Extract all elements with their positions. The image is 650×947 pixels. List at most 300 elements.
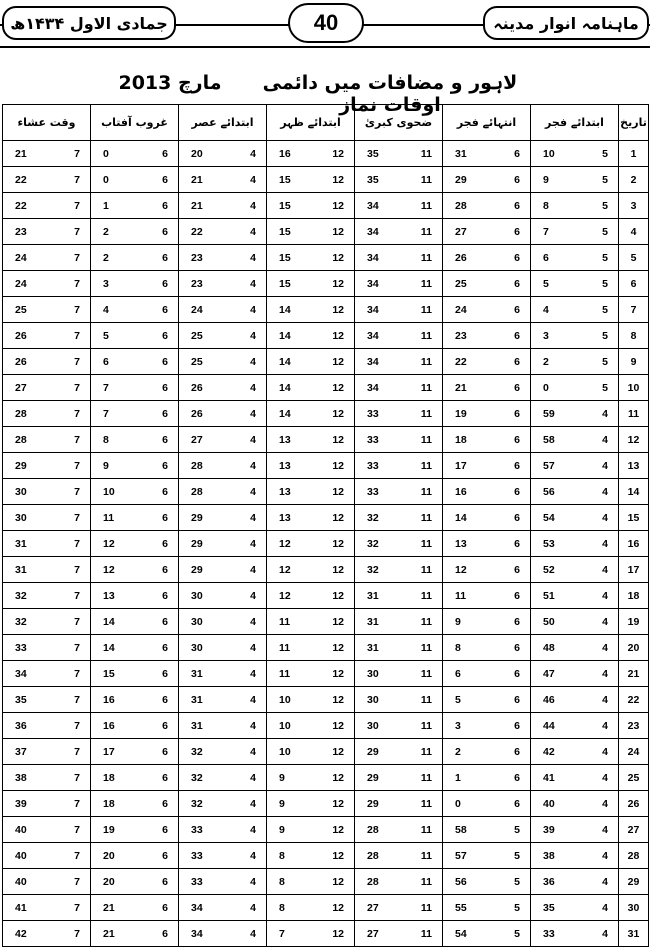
hours-value: 12 <box>332 927 344 940</box>
fajr-end-cell <box>443 401 531 427</box>
zuhwa-cell <box>355 609 443 635</box>
asr-cell <box>179 921 267 947</box>
hours-value: 5 <box>514 901 520 914</box>
fajr-start-cell <box>531 167 619 193</box>
minutes-value: 52 <box>543 563 555 576</box>
minutes-value: 11 <box>103 511 115 524</box>
minutes-value: 14 <box>279 329 291 342</box>
minutes-value: 10 <box>103 485 115 498</box>
minutes-value: 34 <box>367 303 379 316</box>
minutes-value: 29 <box>367 771 379 784</box>
minutes-value: 29 <box>191 563 203 576</box>
fajr-end-cell <box>443 167 531 193</box>
fajr-end-cell <box>443 245 531 271</box>
sunset-cell <box>91 635 179 661</box>
minutes-value: 34 <box>191 927 203 940</box>
hours-value: 11 <box>420 485 432 498</box>
hours-value: 6 <box>162 901 168 914</box>
hours-value: 12 <box>332 797 344 810</box>
hours-value: 11 <box>420 407 432 420</box>
table-row <box>3 661 649 687</box>
month-label: مارچ 2013 <box>118 72 222 94</box>
hours-value: 11 <box>420 901 432 914</box>
hours-value: 6 <box>162 329 168 342</box>
hours-value: 6 <box>514 745 520 758</box>
minutes-value: 32 <box>15 589 27 602</box>
zuhr-cell <box>267 271 355 297</box>
hours-value: 6 <box>162 407 168 420</box>
asr-cell <box>179 323 267 349</box>
table-row <box>3 713 649 739</box>
hours-value: 7 <box>74 823 80 836</box>
zuhwa-cell <box>355 505 443 531</box>
hours-value: 6 <box>162 875 168 888</box>
isha-cell <box>3 193 91 219</box>
table-row <box>3 687 649 713</box>
fajr-start-cell <box>531 375 619 401</box>
minutes-value: 22 <box>191 225 203 238</box>
minutes-value: 33 <box>367 485 379 498</box>
hours-value: 6 <box>162 615 168 628</box>
fajr-start-cell <box>531 427 619 453</box>
table-row <box>3 141 649 167</box>
minutes-value: 24 <box>15 277 27 290</box>
date-cell: 31 <box>619 921 649 947</box>
hours-value: 4 <box>250 355 256 368</box>
minutes-value: 15 <box>279 277 291 290</box>
zuhr-cell <box>267 323 355 349</box>
zuhr-cell <box>267 557 355 583</box>
hours-value: 6 <box>514 485 520 498</box>
isha-cell <box>3 245 91 271</box>
minutes-value: 9 <box>279 771 285 784</box>
hours-value: 4 <box>250 693 256 706</box>
hours-value: 4 <box>602 849 608 862</box>
minutes-value: 20 <box>103 849 115 862</box>
minutes-value: 28 <box>367 823 379 836</box>
minutes-value: 25 <box>15 303 27 316</box>
minutes-value: 5 <box>543 277 549 290</box>
date-cell: 4 <box>619 219 649 245</box>
hours-value: 6 <box>514 797 520 810</box>
fajr-end-cell <box>443 843 531 869</box>
minutes-value: 34 <box>367 355 379 368</box>
minutes-value: 8 <box>279 849 285 862</box>
minutes-value: 28 <box>191 459 203 472</box>
isha-cell <box>3 271 91 297</box>
minutes-value: 34 <box>15 667 27 680</box>
zuhr-cell <box>267 297 355 323</box>
fajr-end-cell <box>443 141 531 167</box>
table-row <box>3 375 649 401</box>
hours-value: 5 <box>602 329 608 342</box>
minutes-value: 8 <box>279 875 285 888</box>
table-row <box>3 739 649 765</box>
fajr-end-cell <box>443 583 531 609</box>
zuhr-cell <box>267 401 355 427</box>
minutes-value: 28 <box>191 485 203 498</box>
sunset-cell <box>91 375 179 401</box>
date-cell: 17 <box>619 557 649 583</box>
fajr-end-cell <box>443 687 531 713</box>
date-cell: 13 <box>619 453 649 479</box>
hours-value: 11 <box>420 277 432 290</box>
zuhr-cell <box>267 219 355 245</box>
zuhwa-cell <box>355 245 443 271</box>
minutes-value: 34 <box>367 381 379 394</box>
minutes-value: 29 <box>191 511 203 524</box>
hours-value: 6 <box>162 459 168 472</box>
zuhr-cell <box>267 453 355 479</box>
minutes-value: 13 <box>279 511 291 524</box>
fajr-start-cell <box>531 297 619 323</box>
date-cell: 10 <box>619 375 649 401</box>
hours-value: 7 <box>74 719 80 732</box>
minutes-value: 31 <box>367 589 379 602</box>
hours-value: 7 <box>74 745 80 758</box>
date-cell: 28 <box>619 843 649 869</box>
zuhwa-cell <box>355 219 443 245</box>
hours-value: 7 <box>74 199 80 212</box>
minutes-value: 23 <box>191 277 203 290</box>
hours-value: 7 <box>74 693 80 706</box>
isha-cell <box>3 817 91 843</box>
hours-value: 11 <box>420 173 432 186</box>
minutes-value: 38 <box>15 771 27 784</box>
hours-value: 5 <box>602 225 608 238</box>
hours-value: 12 <box>332 537 344 550</box>
minutes-value: 29 <box>367 797 379 810</box>
hours-value: 6 <box>162 225 168 238</box>
asr-cell <box>179 583 267 609</box>
zuhwa-cell <box>355 427 443 453</box>
hours-value: 4 <box>250 381 256 394</box>
asr-cell <box>179 479 267 505</box>
hours-value: 4 <box>250 927 256 940</box>
zuhr-cell <box>267 895 355 921</box>
minutes-value: 26 <box>191 407 203 420</box>
zuhwa-cell <box>355 713 443 739</box>
asr-cell <box>179 661 267 687</box>
zuhr-cell <box>267 505 355 531</box>
hours-value: 6 <box>514 251 520 264</box>
minutes-value: 11 <box>279 641 291 654</box>
sunset-cell <box>91 505 179 531</box>
hours-value: 11 <box>420 745 432 758</box>
hours-value: 11 <box>420 537 432 550</box>
zuhr-cell <box>267 479 355 505</box>
hours-value: 6 <box>162 719 168 732</box>
minutes-value: 2 <box>455 745 461 758</box>
asr-cell <box>179 453 267 479</box>
hours-value: 5 <box>514 823 520 836</box>
minutes-value: 37 <box>15 745 27 758</box>
hours-value: 6 <box>514 277 520 290</box>
hours-value: 4 <box>250 745 256 758</box>
hours-value: 4 <box>250 277 256 290</box>
minutes-value: 14 <box>103 615 115 628</box>
hours-value: 12 <box>332 563 344 576</box>
minutes-value: 28 <box>15 407 27 420</box>
hours-value: 12 <box>332 381 344 394</box>
fajr-end-cell <box>443 479 531 505</box>
hours-value: 7 <box>74 563 80 576</box>
hours-value: 11 <box>420 667 432 680</box>
hours-value: 6 <box>162 537 168 550</box>
minutes-value: 31 <box>191 667 203 680</box>
hours-value: 11 <box>420 615 432 628</box>
hours-value: 11 <box>420 719 432 732</box>
hours-value: 6 <box>514 537 520 550</box>
hours-value: 6 <box>162 563 168 576</box>
minutes-value: 24 <box>191 303 203 316</box>
zuhr-cell <box>267 739 355 765</box>
sunset-cell <box>91 531 179 557</box>
zuhr-cell <box>267 765 355 791</box>
prayer-times-table <box>2 104 649 947</box>
fajr-end-cell <box>443 921 531 947</box>
hours-value: 12 <box>332 329 344 342</box>
minutes-value: 6 <box>103 355 109 368</box>
hours-value: 6 <box>162 771 168 784</box>
hours-value: 11 <box>420 199 432 212</box>
zuhwa-cell <box>355 635 443 661</box>
hours-value: 12 <box>332 199 344 212</box>
hours-value: 12 <box>332 459 344 472</box>
hours-value: 6 <box>162 797 168 810</box>
minutes-value: 32 <box>15 615 27 628</box>
hours-value: 6 <box>162 641 168 654</box>
minutes-value: 54 <box>455 927 467 940</box>
minutes-value: 7 <box>103 407 109 420</box>
hours-value: 7 <box>74 407 80 420</box>
hours-value: 7 <box>74 511 80 524</box>
hours-value: 5 <box>602 147 608 160</box>
minutes-value: 25 <box>191 355 203 368</box>
fajr-end-cell <box>443 375 531 401</box>
hours-value: 12 <box>332 407 344 420</box>
minutes-value: 18 <box>103 771 115 784</box>
sunset-cell <box>91 583 179 609</box>
hours-value: 6 <box>514 381 520 394</box>
table-row <box>3 167 649 193</box>
hours-value: 4 <box>250 433 256 446</box>
minutes-value: 27 <box>15 381 27 394</box>
date-cell: 7 <box>619 297 649 323</box>
fajr-start-cell <box>531 193 619 219</box>
sunset-cell <box>91 687 179 713</box>
minutes-value: 12 <box>279 537 291 550</box>
date-cell: 29 <box>619 869 649 895</box>
hours-value: 4 <box>250 797 256 810</box>
zuhr-cell <box>267 375 355 401</box>
minutes-value: 56 <box>455 875 467 888</box>
date-cell: 27 <box>619 817 649 843</box>
minutes-value: 42 <box>15 927 27 940</box>
hours-value: 11 <box>420 251 432 264</box>
hours-value: 12 <box>332 771 344 784</box>
hours-value: 4 <box>602 589 608 602</box>
isha-cell <box>3 141 91 167</box>
hours-value: 6 <box>162 303 168 316</box>
zuhr-cell <box>267 817 355 843</box>
hours-value: 12 <box>332 875 344 888</box>
asr-cell <box>179 713 267 739</box>
minutes-value: 34 <box>367 251 379 264</box>
isha-cell <box>3 869 91 895</box>
date-cell: 22 <box>619 687 649 713</box>
minutes-value: 31 <box>15 563 27 576</box>
sunset-cell <box>91 739 179 765</box>
table-row <box>3 323 649 349</box>
minutes-value: 0 <box>543 381 549 394</box>
minutes-value: 36 <box>15 719 27 732</box>
fajr-end-cell <box>443 297 531 323</box>
zuhwa-cell <box>355 921 443 947</box>
hours-value: 4 <box>602 901 608 914</box>
minutes-value: 31 <box>15 537 27 550</box>
table-row <box>3 869 649 895</box>
date-cell: 6 <box>619 271 649 297</box>
asr-cell <box>179 869 267 895</box>
hours-value: 6 <box>162 667 168 680</box>
minutes-value: 32 <box>367 563 379 576</box>
minutes-value: 22 <box>15 199 27 212</box>
isha-cell <box>3 323 91 349</box>
minutes-value: 28 <box>455 199 467 212</box>
hours-value: 11 <box>420 875 432 888</box>
table-row <box>3 349 649 375</box>
zuhr-cell <box>267 531 355 557</box>
table-row <box>3 921 649 947</box>
isha-cell <box>3 453 91 479</box>
minutes-value: 6 <box>543 251 549 264</box>
table-row <box>3 765 649 791</box>
minutes-value: 33 <box>191 849 203 862</box>
hours-value: 4 <box>250 563 256 576</box>
minutes-value: 1 <box>103 199 109 212</box>
asr-cell <box>179 297 267 323</box>
zuhwa-cell <box>355 479 443 505</box>
minutes-value: 7 <box>543 225 549 238</box>
minutes-value: 16 <box>279 147 291 160</box>
asr-cell <box>179 219 267 245</box>
fajr-start-cell <box>531 557 619 583</box>
zuhwa-cell <box>355 791 443 817</box>
hours-value: 4 <box>602 485 608 498</box>
minutes-value: 30 <box>367 693 379 706</box>
asr-cell <box>179 791 267 817</box>
date-cell: 14 <box>619 479 649 505</box>
hours-value: 11 <box>420 927 432 940</box>
minutes-value: 11 <box>279 615 291 628</box>
zuhwa-cell <box>355 349 443 375</box>
table-row <box>3 297 649 323</box>
sunset-cell <box>91 141 179 167</box>
minutes-value: 54 <box>543 511 555 524</box>
minutes-value: 8 <box>279 901 285 914</box>
hours-value: 5 <box>514 875 520 888</box>
minutes-value: 33 <box>15 641 27 654</box>
hours-value: 6 <box>162 251 168 264</box>
hours-value: 6 <box>162 693 168 706</box>
minutes-value: 21 <box>191 199 203 212</box>
hours-value: 6 <box>514 719 520 732</box>
hours-value: 4 <box>602 745 608 758</box>
isha-cell <box>3 583 91 609</box>
minutes-value: 28 <box>15 433 27 446</box>
page-header <box>0 0 650 60</box>
hours-value: 11 <box>420 589 432 602</box>
issue-date-label: جمادی الاول ۱۴۳۴ھ <box>2 6 176 40</box>
minutes-value: 22 <box>455 355 467 368</box>
hours-value: 5 <box>602 381 608 394</box>
hours-value: 12 <box>332 589 344 602</box>
asr-cell <box>179 895 267 921</box>
hours-value: 6 <box>514 641 520 654</box>
minutes-value: 8 <box>103 433 109 446</box>
hours-value: 5 <box>602 277 608 290</box>
zuhwa-cell <box>355 817 443 843</box>
zuhwa-cell <box>355 271 443 297</box>
minutes-value: 25 <box>191 329 203 342</box>
minutes-value: 27 <box>367 901 379 914</box>
isha-cell <box>3 687 91 713</box>
minutes-value: 35 <box>543 901 555 914</box>
minutes-value: 31 <box>191 693 203 706</box>
hours-value: 6 <box>162 745 168 758</box>
minutes-value: 40 <box>15 823 27 836</box>
asr-cell <box>179 687 267 713</box>
date-cell: 1 <box>619 141 649 167</box>
page-title: لاہور و مضافات میں دائمی اوقات نماز <box>262 72 518 116</box>
hours-value: 6 <box>514 459 520 472</box>
table-row <box>3 895 649 921</box>
sunset-cell <box>91 791 179 817</box>
minutes-value: 57 <box>455 849 467 862</box>
minutes-value: 15 <box>103 667 115 680</box>
fajr-end-cell <box>443 739 531 765</box>
fajr-start-cell <box>531 635 619 661</box>
minutes-value: 35 <box>367 173 379 186</box>
date-cell: 8 <box>619 323 649 349</box>
minutes-value: 41 <box>543 771 555 784</box>
fajr-start-cell <box>531 323 619 349</box>
hours-value: 11 <box>420 797 432 810</box>
hours-value: 6 <box>162 849 168 862</box>
minutes-value: 11 <box>455 589 467 602</box>
table-row <box>3 453 649 479</box>
zuhr-cell <box>267 427 355 453</box>
minutes-value: 9 <box>279 823 285 836</box>
minutes-value: 30 <box>191 589 203 602</box>
fajr-end-cell <box>443 505 531 531</box>
hours-value: 4 <box>602 407 608 420</box>
sunset-cell <box>91 557 179 583</box>
isha-cell <box>3 921 91 947</box>
hours-value: 12 <box>332 277 344 290</box>
minutes-value: 28 <box>367 875 379 888</box>
hours-value: 12 <box>332 485 344 498</box>
fajr-end-cell <box>443 323 531 349</box>
hours-value: 12 <box>332 745 344 758</box>
fajr-start-cell <box>531 583 619 609</box>
asr-cell <box>179 245 267 271</box>
hours-value: 4 <box>250 849 256 862</box>
fajr-end-cell <box>443 219 531 245</box>
hours-value: 6 <box>514 303 520 316</box>
hours-value: 4 <box>250 719 256 732</box>
